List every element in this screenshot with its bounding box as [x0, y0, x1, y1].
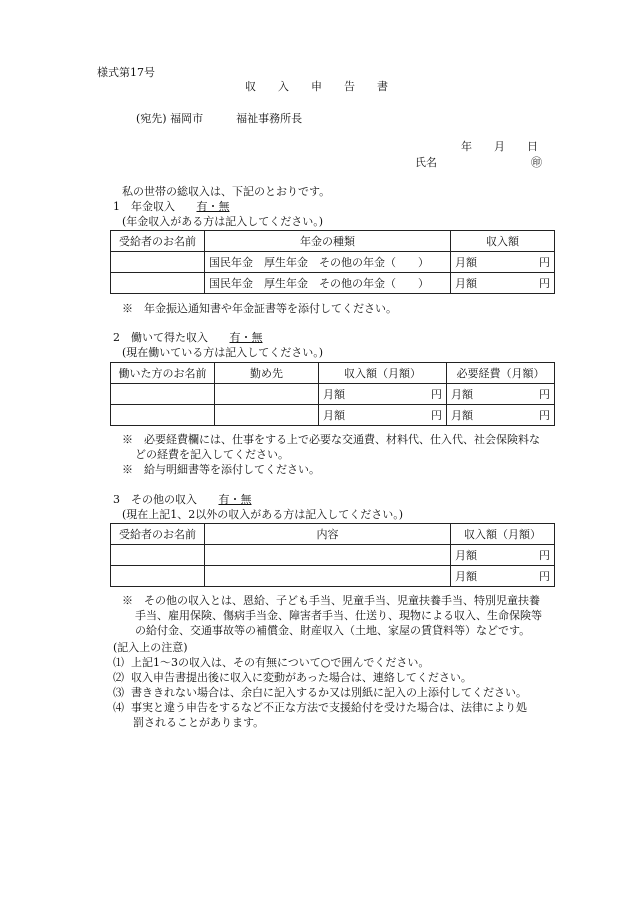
- instruction-item: [113, 685, 527, 700]
- income-amount-field[interactable]: [319, 405, 447, 426]
- other-income-note-line3: の給付金、交通事故等の補償金、財産収入（土地、家屋の賃貸料等）などです。: [135, 624, 531, 637]
- col-header-name: 受給者のお名前: [111, 231, 205, 252]
- pension-kind-cell[interactable]: 国民年金 厚生年金 その他の年金（ ）: [205, 273, 451, 294]
- col-header-kind: 年金の種類: [205, 231, 451, 252]
- pension-table: [110, 230, 555, 294]
- section2-title: 2 働いて得た収入: [113, 331, 208, 344]
- table-row: [111, 384, 555, 405]
- col-header-amount: 収入額（月額）: [451, 524, 555, 545]
- instruction-number: ⑶: [113, 686, 124, 699]
- table-header-row: [111, 231, 555, 252]
- amount-prefix: 月額: [323, 388, 345, 401]
- table-row: [111, 273, 555, 294]
- amount-field[interactable]: [451, 545, 555, 566]
- other-income-note-line2: 手当、雇用保険、傷病手当金、障害者手当、仕送り、現物による収入、生命保険等: [135, 609, 542, 622]
- amount-unit: 円: [539, 409, 550, 422]
- recipient-name-field[interactable]: [111, 566, 205, 587]
- pension-kind-cell[interactable]: 国民年金 厚生年金 その他の年金（ ）: [205, 252, 451, 273]
- section2-sub: (現在働いている方は記入してください。): [122, 346, 324, 359]
- income-content-field[interactable]: [205, 545, 451, 566]
- amount-unit: 円: [539, 388, 550, 401]
- amount-unit: 円: [539, 570, 550, 583]
- section2-heading: [113, 331, 263, 344]
- instruction-number: ⑵: [113, 671, 124, 684]
- expense-amount-field[interactable]: [447, 384, 555, 405]
- col-header-content: 内容: [205, 524, 451, 545]
- amount-field[interactable]: [451, 273, 555, 294]
- amount-prefix: 月額: [323, 409, 345, 422]
- instruction-text: 上記1～3の収入は、その有無について○で囲んでください。: [131, 656, 430, 669]
- table-header-row: [111, 524, 555, 545]
- col-header-income: 収入額（月額）: [319, 363, 447, 384]
- amount-field[interactable]: [451, 252, 555, 273]
- worker-name-field[interactable]: [111, 405, 215, 426]
- work-income-table: [110, 362, 555, 426]
- section1-sub: (年金収入がある方は記入してください。): [122, 215, 324, 228]
- instruction-item: [113, 700, 527, 715]
- payslip-note: ※ 給与明細書等を添付してください。: [122, 463, 320, 476]
- workplace-field[interactable]: [215, 384, 319, 405]
- name-label: 氏名: [415, 156, 437, 169]
- amount-prefix: 月額: [455, 256, 477, 269]
- table-header-row: [111, 363, 555, 384]
- recipient-name-field[interactable]: [111, 252, 205, 273]
- amount-prefix: 月額: [455, 549, 477, 562]
- expense-note-line2: どの経費を記入してください。: [135, 448, 289, 461]
- section3-notes: [122, 593, 542, 638]
- other-income-table: [110, 523, 555, 587]
- section1-yesno[interactable]: 有・無: [196, 200, 230, 213]
- section3-yesno[interactable]: 有・無: [218, 493, 252, 506]
- other-income-note-line1: ※ その他の収入とは、恩給、子ども手当、児童手当、児童扶養手当、特別児童扶養: [122, 594, 540, 607]
- instruction-item: [113, 655, 527, 670]
- amount-unit: 円: [539, 549, 550, 562]
- income-content-field[interactable]: [205, 566, 451, 587]
- recipient-name-field[interactable]: [111, 545, 205, 566]
- amount-unit: 円: [431, 388, 442, 401]
- amount-prefix: 月額: [455, 277, 477, 290]
- instruction-item: [113, 670, 527, 685]
- instructions: [113, 640, 527, 730]
- col-header-expenses: 必要経費（月額）: [447, 363, 555, 384]
- intro-text: 私の世帯の総収入は、下記のとおりです。: [122, 185, 331, 198]
- recipient-name-field[interactable]: [111, 273, 205, 294]
- instruction-number: ⑷: [113, 701, 124, 714]
- table-row: [111, 566, 555, 587]
- section1-title: 1 年金収入: [113, 200, 175, 213]
- instructions-heading: (記入上の注意): [113, 641, 188, 654]
- worker-name-field[interactable]: [111, 384, 215, 405]
- amount-field[interactable]: [451, 566, 555, 587]
- section1-note: ※ 年金振込通知書や年金証書等を添付してください。: [122, 302, 397, 315]
- amount-prefix: 月額: [451, 388, 473, 401]
- col-header-name: 受給者のお名前: [111, 524, 205, 545]
- expense-note-line1: ※ 必要経費欄には、仕事をする上で必要な交通費、材料代、仕入代、社会保険料な: [122, 433, 540, 446]
- section3-title: 3 その他の収入: [113, 493, 197, 506]
- section2-yesno[interactable]: 有・無: [229, 331, 263, 344]
- section3-heading: [113, 493, 252, 506]
- addressee: (宛先) 福岡市 福祉事務所長: [136, 112, 303, 125]
- expense-amount-field[interactable]: [447, 405, 555, 426]
- instruction-text: 収入申告書提出後に収入に変動があった場合は、連絡してください。: [131, 671, 472, 684]
- table-row: [111, 252, 555, 273]
- instruction-text: 事実と違う申告をするなど不正な方法で支援給付を受けた場合は、法律により処: [131, 701, 527, 714]
- seal-mark: ㊞: [531, 156, 542, 169]
- col-header-name: 働いた方のお名前: [111, 363, 215, 384]
- section3-sub: (現在上記1、2以外の収入がある方は記入してください。): [122, 508, 404, 521]
- date-label: 年 月 日: [461, 140, 538, 153]
- col-header-amount: 収入額: [451, 231, 555, 252]
- workplace-field[interactable]: [215, 405, 319, 426]
- instruction-continuation: 罰されることがあります。: [133, 716, 265, 729]
- amount-unit: 円: [539, 256, 550, 269]
- document-title: 収 入 申 告 書: [245, 80, 388, 93]
- instruction-text: 書ききれない場合は、余白に記入するか又は別紙に記入の上添付してください。: [131, 686, 527, 699]
- income-amount-field[interactable]: [319, 384, 447, 405]
- section1-heading: [113, 200, 230, 213]
- instruction-number: ⑴: [113, 656, 124, 669]
- col-header-workplace: 勤め先: [215, 363, 319, 384]
- table-row: [111, 545, 555, 566]
- amount-prefix: 月額: [451, 409, 473, 422]
- amount-unit: 円: [431, 409, 442, 422]
- section2-notes: [122, 432, 540, 477]
- amount-unit: 円: [539, 277, 550, 290]
- form-number: 様式第17号: [97, 66, 155, 79]
- amount-prefix: 月額: [455, 570, 477, 583]
- table-row: [111, 405, 555, 426]
